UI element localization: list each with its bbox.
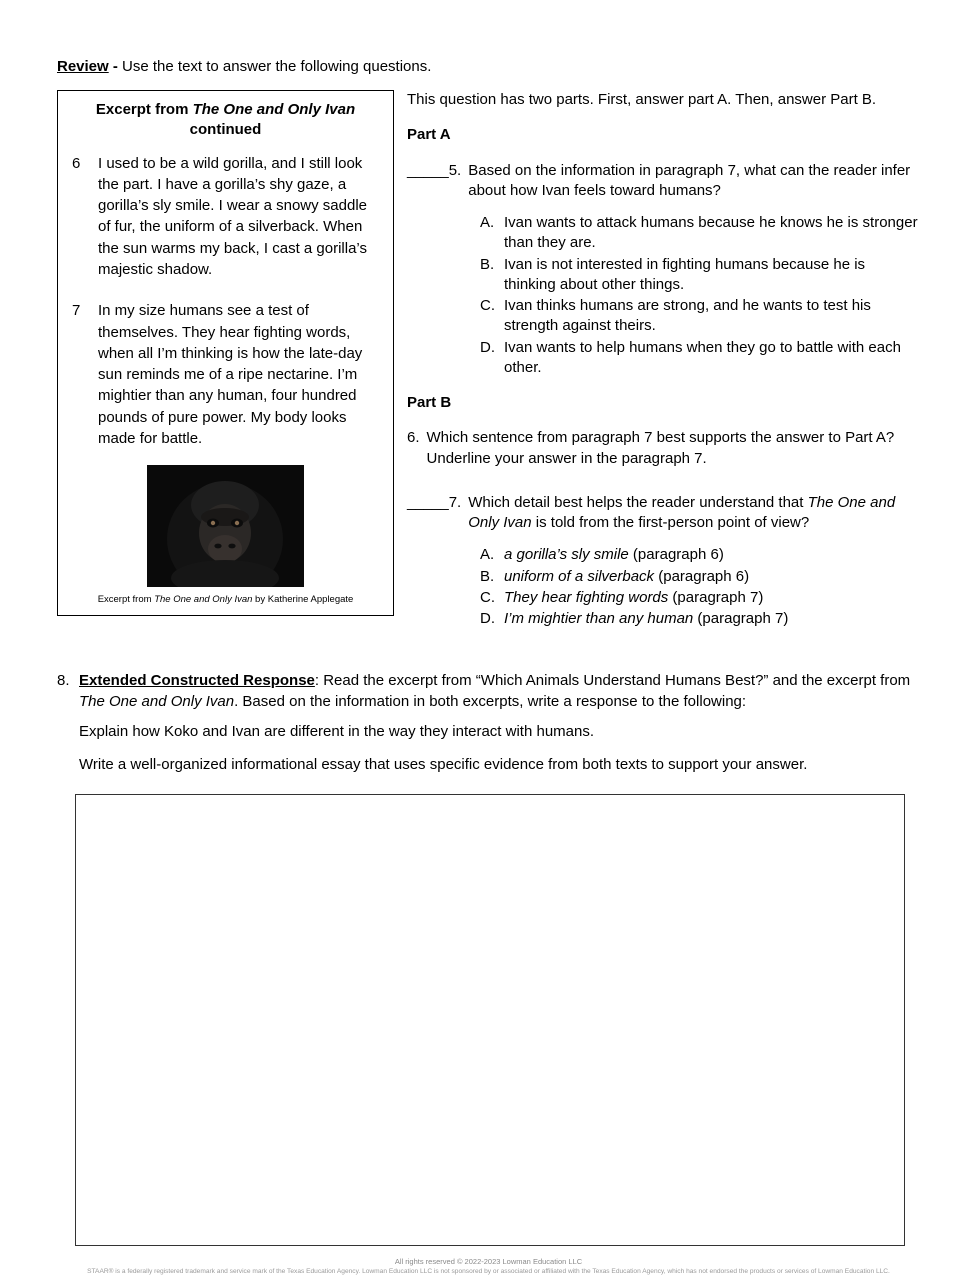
option-paragraph-ref: (paragraph 6): [654, 567, 750, 585]
option-text: Ivan wants to attack humans because he knows he is stronger than they are.: [504, 214, 918, 252]
question-7: [407, 493, 920, 534]
question-6-text: Which sentence from paragraph 7 best supports the answer to Part A? Underline your answer in the paragraph 7.: [426, 429, 895, 467]
question-7-book-title: The One and Only Ivan: [468, 493, 896, 531]
question-8-text-part1: : Read the excerpt from “Which Animals Understand Humans Best?” and the excerpt from: [314, 672, 911, 690]
option-quote: They hear fighting words: [504, 588, 669, 606]
question-6: [407, 428, 920, 469]
option-d: [480, 609, 920, 629]
paragraph-text: I used to be a wild gorilla, and I still look the part. I have a gorilla’s shy gaze, a gorilla’s sly smile. I wear a snowy saddle of fur, the uniform of a silverback. When the sun warms my back, I cast a gorilla’s majestic shadow.: [98, 154, 367, 278]
option-letter: B.: [480, 567, 495, 585]
option-d: [480, 338, 920, 379]
question-7-answer-blank: _____7.: [407, 493, 462, 511]
option-c: [480, 296, 920, 337]
excerpt-box: [57, 90, 394, 616]
question-8-prompt: Explain how Koko and Ivan are different in the way they interact with humans.: [79, 722, 595, 740]
excerpt-title: [70, 100, 381, 141]
option-text: [504, 545, 920, 565]
photo-container: [70, 465, 381, 587]
option-text: Ivan thinks humans are strong, and he wants to test his strength against theirs.: [504, 297, 871, 335]
excerpt-caption: [70, 594, 381, 605]
excerpt-paragraph-6: [70, 153, 381, 281]
essay-response-box: [75, 794, 905, 1246]
option-text: [504, 588, 920, 608]
option-text: Ivan is not interested in fighting humans because he is thinking about other things.: [504, 255, 866, 293]
review-dash: -: [108, 58, 123, 75]
option-a: [480, 213, 920, 254]
option-b: [480, 567, 920, 587]
question-5-answer-blank: _____5.: [407, 161, 462, 179]
question-8-body: [79, 671, 920, 789]
gorilla-photo: [147, 465, 304, 587]
question-8-label: Extended Constructed Response: [79, 672, 315, 690]
excerpt-title-prefix: Excerpt from: [95, 101, 193, 118]
caption-author: by Katherine Applegate: [252, 594, 354, 606]
option-letter: D.: [480, 610, 495, 627]
review-label: Review: [57, 58, 109, 75]
two-column-layout: [57, 90, 920, 644]
review-instructions: Use the text to answer the following questions.: [122, 58, 432, 75]
excerpt-title-book: The One and Only Ivan: [192, 101, 356, 118]
question-8-instruction: Write a well-organized informational essay that uses specific evidence from both texts to support your answer.: [79, 756, 808, 774]
question-7-text-prefix: Which detail best helps the reader understand that: [468, 493, 808, 511]
question-5-text: Based on the information in paragraph 7, what can the reader infer about how Ivan feels toward humans?: [468, 161, 911, 199]
caption-book-title: The One and Only Ivan: [154, 594, 253, 606]
excerpt-title-continued: continued: [189, 121, 262, 139]
question-7-text: [468, 493, 920, 534]
part-b-label: Part B: [407, 394, 452, 411]
paragraph-text: In my size humans see a test of themselves. They hear fighting words, when all I’m thinking is how the late-day sun reminds me of a ripe nectarine. I’m mightier than any human, four hundred pounds of pure power. My body looks made for battle.: [98, 302, 363, 448]
question-8-text-part2: . Based on the information in both excerpts, write a response to the following:: [234, 692, 747, 710]
option-quote: a gorilla’s sly smile: [504, 546, 629, 564]
question-8-text: [79, 671, 920, 712]
question-7-text-suffix: is told from the first-person point of view?: [531, 514, 810, 531]
paragraph-number: 7: [72, 302, 81, 320]
option-text: [504, 567, 920, 587]
review-heading: [57, 58, 920, 75]
option-paragraph-ref: (paragraph 6): [628, 546, 724, 564]
option-letter: C.: [480, 588, 495, 606]
option-letter: D.: [480, 338, 495, 356]
option-paragraph-ref: (paragraph 7): [668, 588, 764, 606]
option-letter: B.: [480, 255, 495, 273]
option-quote: uniform of a silverback: [504, 567, 655, 585]
excerpt-paragraph-7: [70, 300, 381, 449]
question-7-options: [480, 545, 920, 629]
excerpt-title-line1: [70, 100, 381, 120]
option-c: [480, 588, 920, 608]
caption-prefix: Excerpt from: [97, 594, 155, 606]
question-8-number: 8.: [57, 672, 70, 690]
questions-column: [394, 90, 920, 644]
question-5-options: [480, 213, 920, 378]
paragraph-number: 6: [72, 154, 81, 172]
option-paragraph-ref: (paragraph 7): [693, 610, 789, 627]
trademark-disclaimer: STAAR® is a federally registered trademark and service mark of the Texas Education Agency. Lowman Education LLC is not sponsored by or associated or affiliated with the Texas Education Agency, which has not endorsed the products or services of Lowman Education LLC.: [87, 1268, 890, 1276]
option-letter: A.: [480, 546, 495, 564]
question-8: [57, 671, 920, 789]
option-text: Ivan wants to help humans when they go to battle with each other.: [504, 338, 901, 376]
question-5: [407, 161, 920, 202]
option-letter: C.: [480, 297, 495, 314]
option-b: [480, 255, 920, 296]
two-part-intro: This question has two parts. First, answer part A. Then, answer Part B.: [407, 91, 877, 108]
page-footer: [57, 1256, 920, 1277]
question-6-number: 6.: [407, 429, 420, 447]
copyright-line: All rights reserved © 2022-2023 Lowman Education LLC: [394, 1257, 583, 1266]
question-8-book-title: The One and Only Ivan: [79, 692, 235, 710]
option-quote: I’m mightier than any human: [504, 610, 694, 627]
option-letter: A.: [480, 214, 495, 231]
option-a: [480, 545, 920, 565]
option-text: [504, 609, 920, 629]
part-a-label: Part A: [407, 126, 451, 144]
